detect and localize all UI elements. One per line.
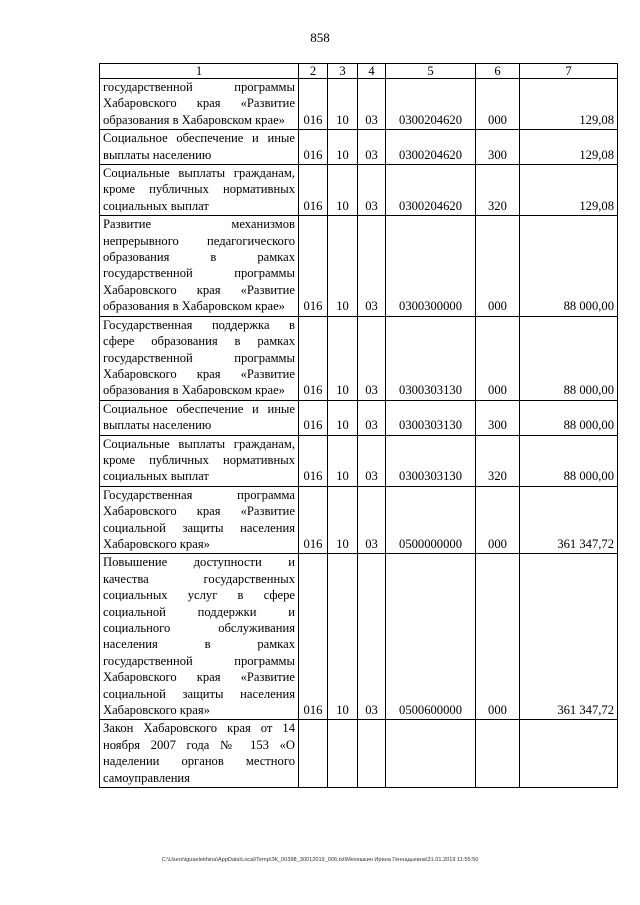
expense-type-cell: 320	[476, 435, 520, 486]
section-code-cell	[328, 720, 358, 788]
target-article-cell: 0300204620	[386, 165, 476, 216]
amount-cell: 361 347,72	[520, 486, 618, 554]
page-number: 858	[310, 30, 330, 45]
ministry-code-cell: 016	[299, 435, 328, 486]
table-row	[100, 720, 618, 788]
expense-type-cell: 000	[476, 216, 520, 316]
ministry-code-cell: 016	[299, 165, 328, 216]
expense-type-cell: 000	[476, 554, 520, 720]
subsection-code-cell: 03	[358, 554, 386, 720]
amount-cell: 129,08	[520, 79, 618, 130]
expense-type-cell: 300	[476, 400, 520, 435]
subsection-code-cell: 03	[358, 400, 386, 435]
subsection-code-cell	[358, 720, 386, 788]
subsection-code-cell: 03	[358, 216, 386, 316]
target-article-cell: 0300303130	[386, 400, 476, 435]
target-article-cell: 0300300000	[386, 216, 476, 316]
expense-type-cell: 000	[476, 316, 520, 400]
target-article-cell	[386, 720, 476, 788]
target-article-cell: 0500000000	[386, 486, 476, 554]
section-code-cell: 10	[328, 216, 358, 316]
ministry-code-cell: 016	[299, 554, 328, 720]
subsection-code-cell: 03	[358, 435, 386, 486]
row-name-cell: государственной программы Хабаровского края «Развитие образования в Хабаровском крае»	[100, 79, 299, 130]
amount-cell: 129,08	[520, 165, 618, 216]
table-row	[100, 130, 618, 165]
amount-cell: 88 000,00	[520, 400, 618, 435]
table-row	[100, 486, 618, 554]
expense-type-cell: 300	[476, 130, 520, 165]
table-row	[100, 216, 618, 316]
table-row	[100, 554, 618, 720]
expense-type-cell: 000	[476, 79, 520, 130]
target-article-cell: 0300204620	[386, 79, 476, 130]
file-path-footer: C:\Users\iguaelekhina\AppData\Local\Temp\ЗК_00398_30012019_006.txt\Мехешкин Ирина Геннадьевна\31.01.2019 11:55:50	[161, 857, 479, 863]
ministry-code-cell: 016	[299, 486, 328, 554]
section-code-cell: 10	[328, 400, 358, 435]
amount-cell: 129,08	[520, 130, 618, 165]
column-header: 3	[328, 64, 358, 79]
expense-type-cell: 320	[476, 165, 520, 216]
target-article-cell: 0300303130	[386, 435, 476, 486]
subsection-code-cell: 03	[358, 486, 386, 554]
subsection-code-cell: 03	[358, 130, 386, 165]
section-code-cell: 10	[328, 316, 358, 400]
table-row	[100, 79, 618, 130]
ministry-code-cell: 016	[299, 79, 328, 130]
ministry-code-cell: 016	[299, 130, 328, 165]
row-name-cell: Повышение доступности и качества государственных социальных услуг в сфере социальной поддержки и социального обслуживания населения в рамках государственной программы Хабаровского края «Развитие социальной защиты населения Хабаровского края»	[100, 554, 299, 720]
subsection-code-cell: 03	[358, 79, 386, 130]
section-code-cell: 10	[328, 486, 358, 554]
table-row	[100, 435, 618, 486]
amount-cell	[520, 720, 618, 788]
amount-cell: 88 000,00	[520, 316, 618, 400]
column-header: 4	[358, 64, 386, 79]
target-article-cell: 0300204620	[386, 130, 476, 165]
row-name-cell: Социальные выплаты гражданам, кроме публичных нормативных социальных выплат	[100, 165, 299, 216]
section-code-cell: 10	[328, 165, 358, 216]
row-name-cell: Государственная программа Хабаровского края «Развитие социальной защиты населения Хабаровского края»	[100, 486, 299, 554]
ministry-code-cell: 016	[299, 316, 328, 400]
amount-cell: 88 000,00	[520, 216, 618, 316]
expense-type-cell: 000	[476, 486, 520, 554]
table-row	[100, 316, 618, 400]
subsection-code-cell: 03	[358, 316, 386, 400]
table-row	[100, 165, 618, 216]
row-name-cell: Социальные выплаты гражданам, кроме публичных нормативных социальных выплат	[100, 435, 299, 486]
table-header-row	[100, 64, 618, 79]
amount-cell: 361 347,72	[520, 554, 618, 720]
section-code-cell: 10	[328, 79, 358, 130]
section-code-cell: 10	[328, 554, 358, 720]
table-row	[100, 400, 618, 435]
section-code-cell: 10	[328, 130, 358, 165]
amount-cell: 88 000,00	[520, 435, 618, 486]
budget-table	[99, 63, 618, 788]
row-name-cell: Социальное обеспечение и иные выплаты населению	[100, 130, 299, 165]
column-header: 7	[520, 64, 618, 79]
section-code-cell: 10	[328, 435, 358, 486]
expense-type-cell	[476, 720, 520, 788]
ministry-code-cell: 016	[299, 400, 328, 435]
target-article-cell: 0300303130	[386, 316, 476, 400]
column-header: 2	[299, 64, 328, 79]
target-article-cell: 0500600000	[386, 554, 476, 720]
row-name-cell: Социальное обеспечение и иные выплаты населению	[100, 400, 299, 435]
column-header: 6	[476, 64, 520, 79]
ministry-code-cell	[299, 720, 328, 788]
row-name-cell: Закон Хабаровского края от 14 ноября 2007 года № 153 «О наделении органов местного самоуправления	[100, 720, 299, 788]
column-header: 5	[386, 64, 476, 79]
row-name-cell: Государственная поддержка в сфере образования в рамках государственной программы Хабаровского края «Развитие образования в Хабаровском крае»	[100, 316, 299, 400]
subsection-code-cell: 03	[358, 165, 386, 216]
ministry-code-cell: 016	[299, 216, 328, 316]
row-name-cell: Развитие механизмов непрерывного педагогического образования в рамках государственной программы Хабаровского края «Развитие образования в Хабаровском крае»	[100, 216, 299, 316]
column-header: 1	[100, 64, 299, 79]
